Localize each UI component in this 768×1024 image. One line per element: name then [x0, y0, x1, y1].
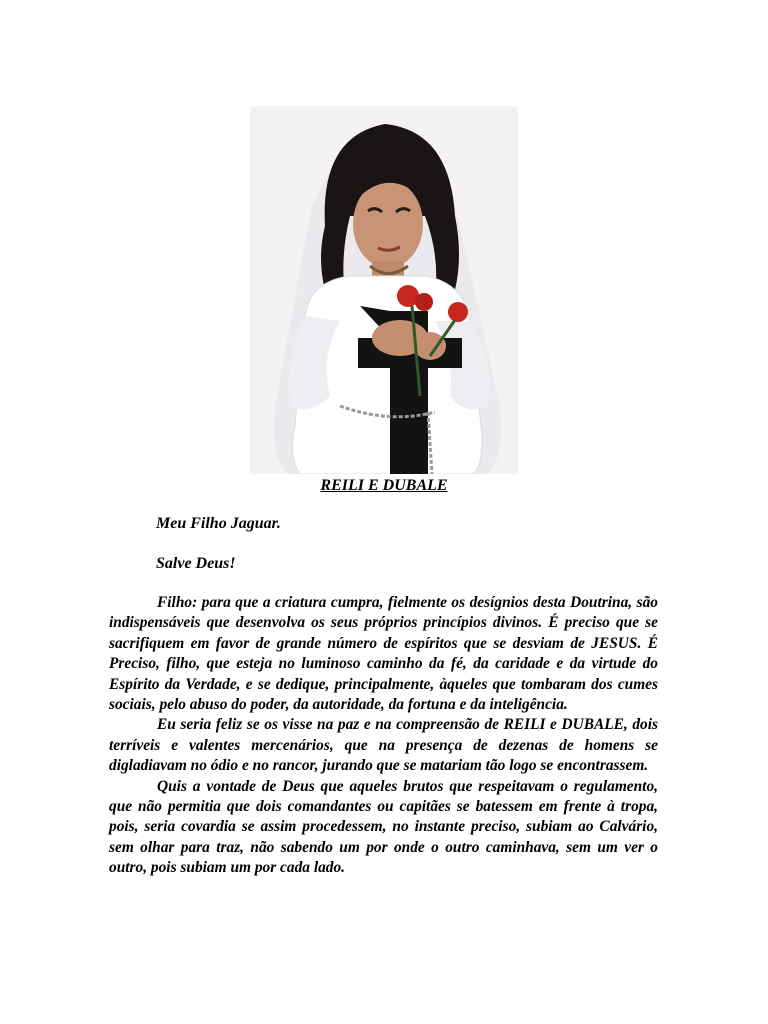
body-text [109, 593, 658, 879]
paragraph: Filho: para que a criatura cumpra, fielmente os desígnios desta Doutrina, são indispensáveis que desenvolva os seus próprios princípios divinos. É preciso que se sacrifiquem em favor de grande número de espíritos que se desviam de JESUS. É Preciso, filho, que esteja no luminoso caminho da fé, da caridade e da virtude do Espírito da Verdade, e se dedique, principalmente, àqueles que tombaram dos cumes sociais, pelo abuso do poder, da autoridade, da fortuna e da inteligência. [109, 594, 658, 714]
greeting: Meu Filho Jaguar. [156, 515, 281, 532]
paragraph: Quis a vontade de Deus que aqueles brutos que respeitavam o regulamento, que não permitia que dois comandantes ou capitães se batessem em frente à tropa, pois, seria covardia se assim procedessem, no instante preciso, subiam ao Calvário, sem olhar para traz, não sabendo um por onde o outro caminhava, sem um ver o outro, pois subiam um por cada lado. [109, 777, 658, 877]
salutation: Salve Deus! [156, 555, 236, 572]
document-title: REILI E DUBALE [320, 477, 448, 494]
paragraph: Eu seria feliz se os visse na paz e na compreensão de REILI e DUBALE, dois terríveis e valentes mercenários, que na presença de dezenas de homens se digladiavam no ódio e no rancor, jurando que se matariam tão logo se encontrassem. [109, 716, 658, 775]
portrait-photo [250, 106, 518, 474]
